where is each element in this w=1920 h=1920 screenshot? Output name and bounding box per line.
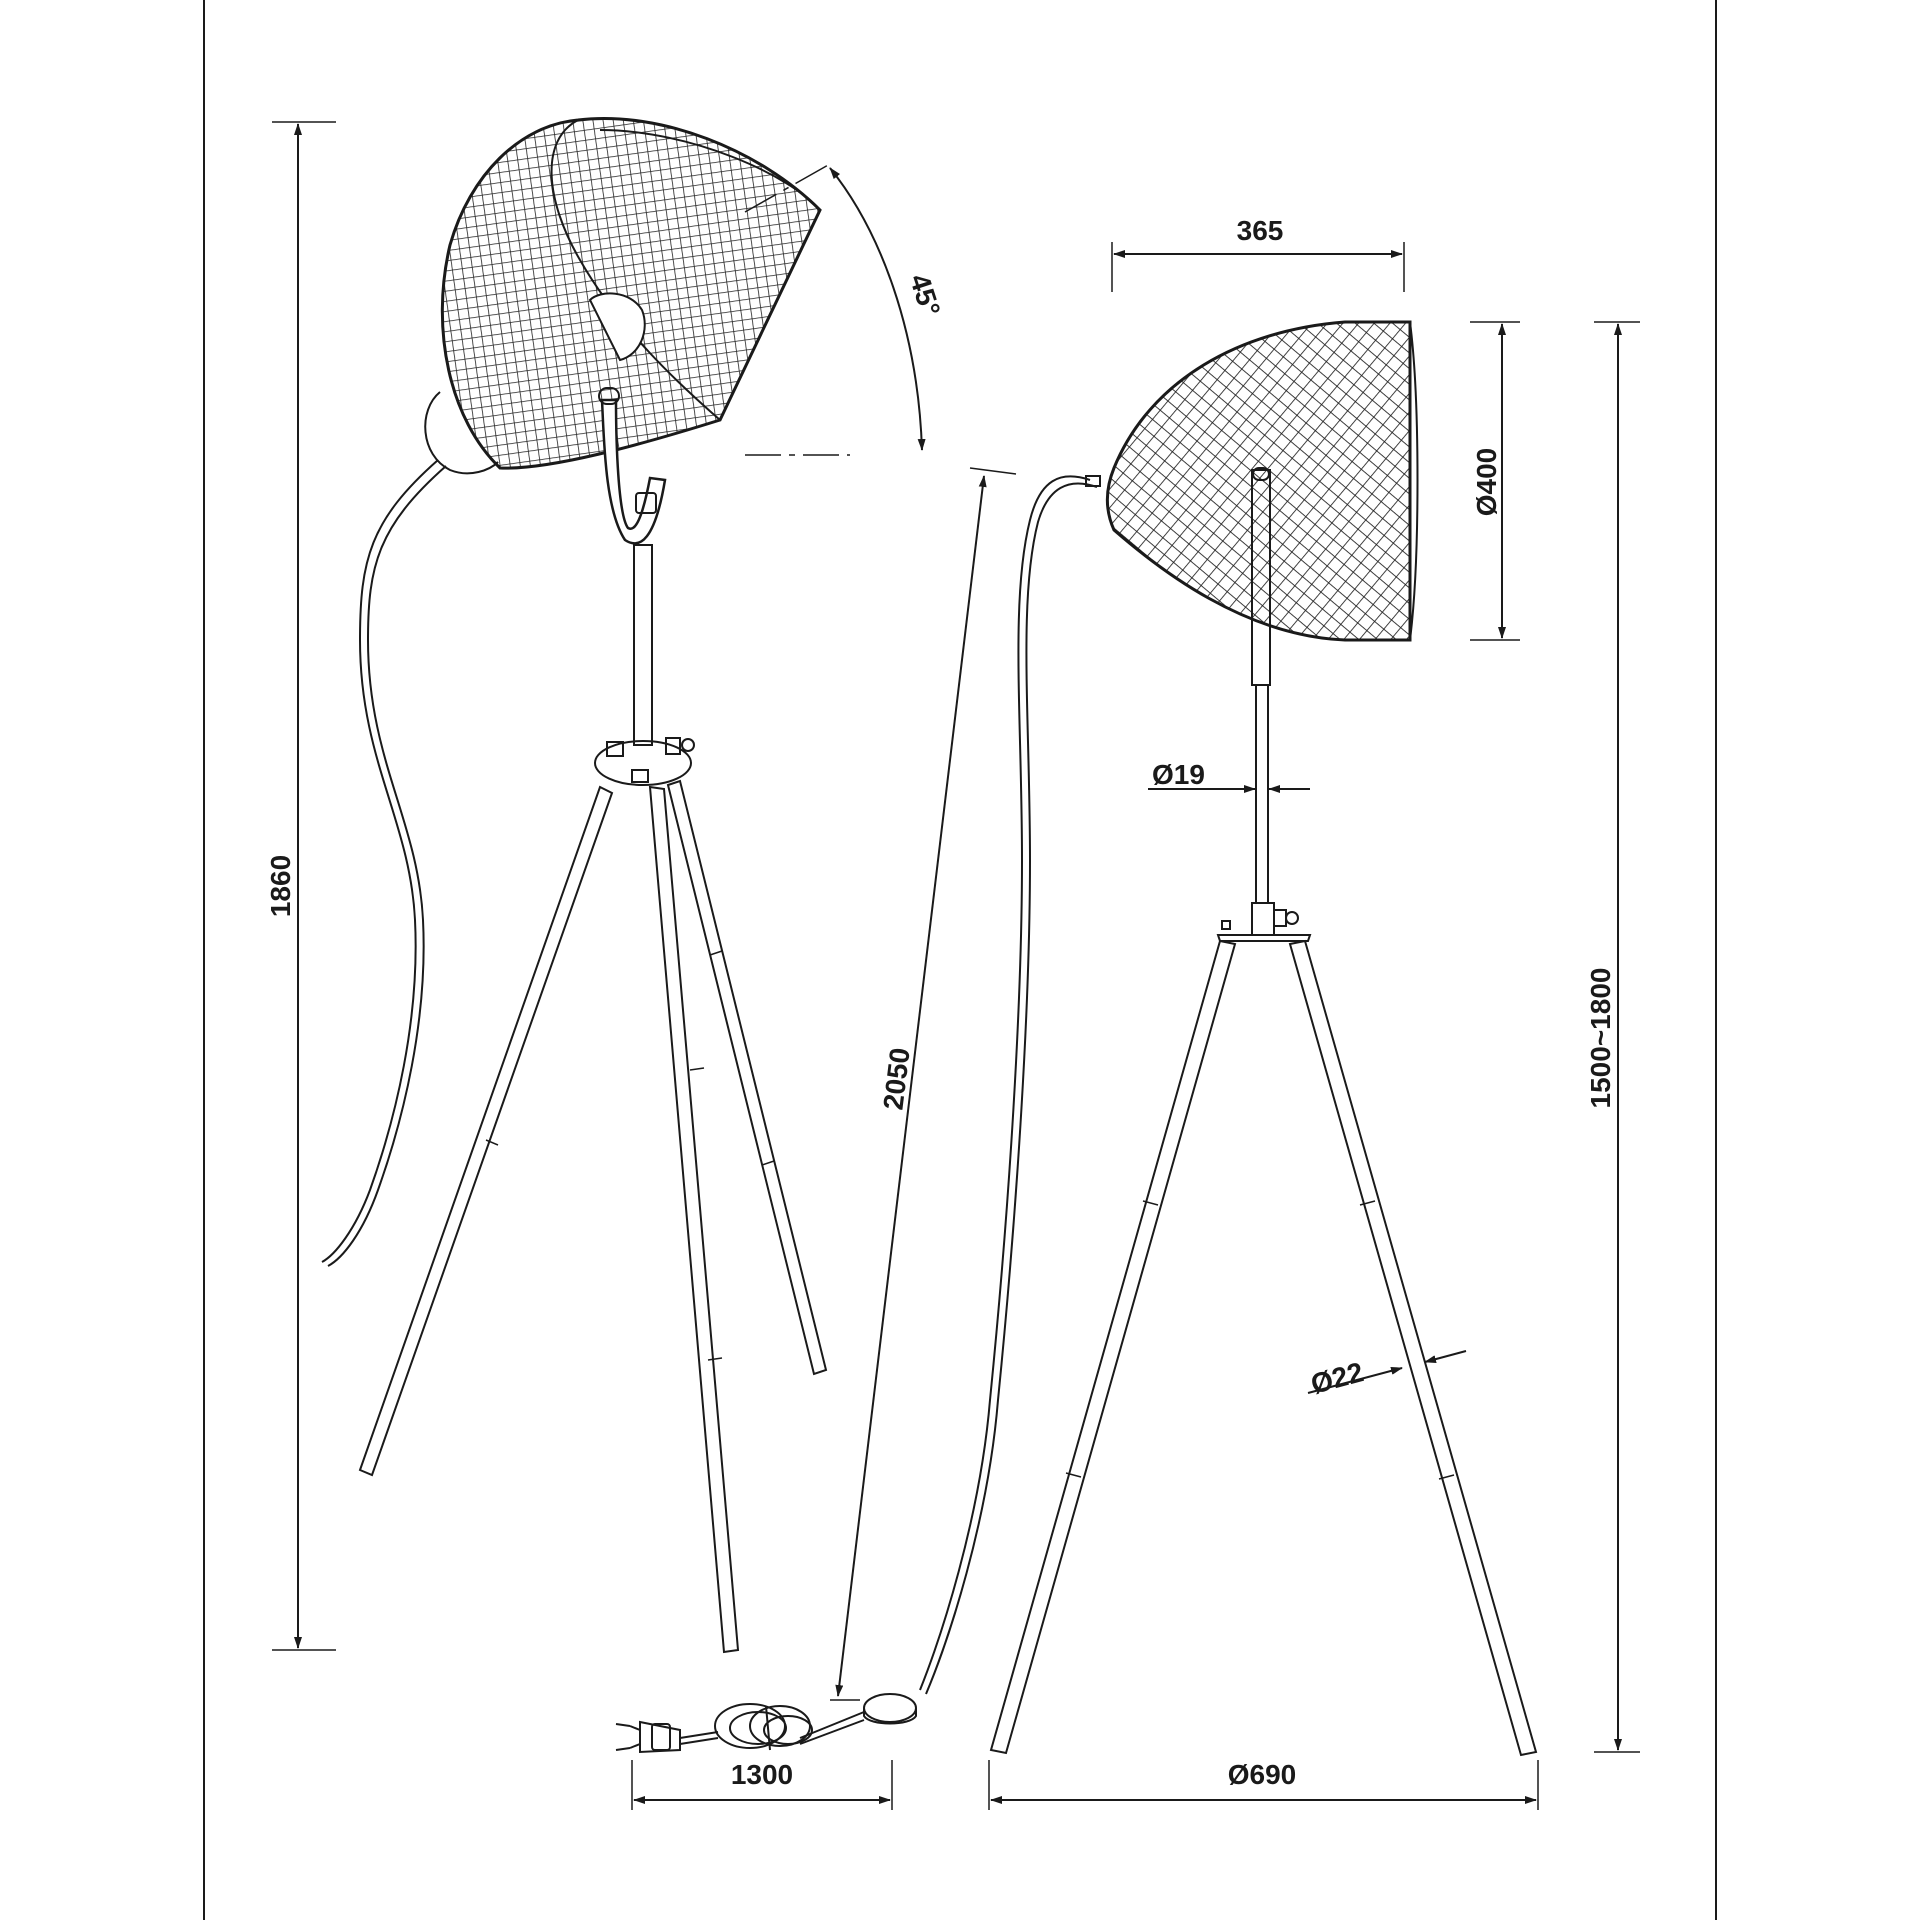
tripod-plate-right (1218, 935, 1310, 941)
label-tilt-angle: 45° (903, 270, 947, 320)
power-cable-right (920, 476, 1090, 1690)
tripod-hub-left (595, 741, 691, 785)
label-cable-length: 2050 (877, 1046, 916, 1112)
side-mesh-shade (1107, 322, 1410, 640)
power-cable-left (322, 460, 438, 1262)
coiled-cable (715, 1704, 812, 1750)
dim-cable-length (830, 468, 1016, 1700)
foot-switch (864, 1694, 916, 1722)
label-base-diameter: Ø690 (1227, 1759, 1297, 1790)
label-shade-depth: 365 (1236, 215, 1284, 246)
dim-total-height (265, 122, 336, 1650)
dim-base-width-tilted (632, 1759, 892, 1810)
lamp-tilted-view (322, 118, 826, 1652)
label-shade-diameter: Ø400 (1471, 447, 1502, 517)
dim-shade-depth (1112, 215, 1404, 292)
dim-leg-diameter (1308, 1351, 1466, 1400)
label-adjustable-height: 1500~1800 (1585, 967, 1616, 1109)
tripod-legs-right (991, 941, 1536, 1755)
label-pole-diameter: Ø19 (1152, 759, 1205, 790)
tripod-legs-left (360, 781, 826, 1652)
lower-pole-right (1256, 685, 1268, 903)
dim-pole-diameter (1148, 759, 1310, 790)
dim-adjustable-height (1585, 322, 1640, 1752)
power-plug (640, 1722, 680, 1752)
dim-base-diameter (989, 1759, 1538, 1810)
label-leg-diameter: Ø22 (1307, 1356, 1367, 1400)
label-base-width-tilted: 1300 (730, 1759, 794, 1790)
dim-shade-diameter (1470, 322, 1520, 640)
label-total-height: 1860 (265, 854, 296, 918)
lamp-side-view (991, 322, 1536, 1755)
cable-and-plug (616, 476, 1100, 1752)
center-pole-left (634, 545, 652, 745)
